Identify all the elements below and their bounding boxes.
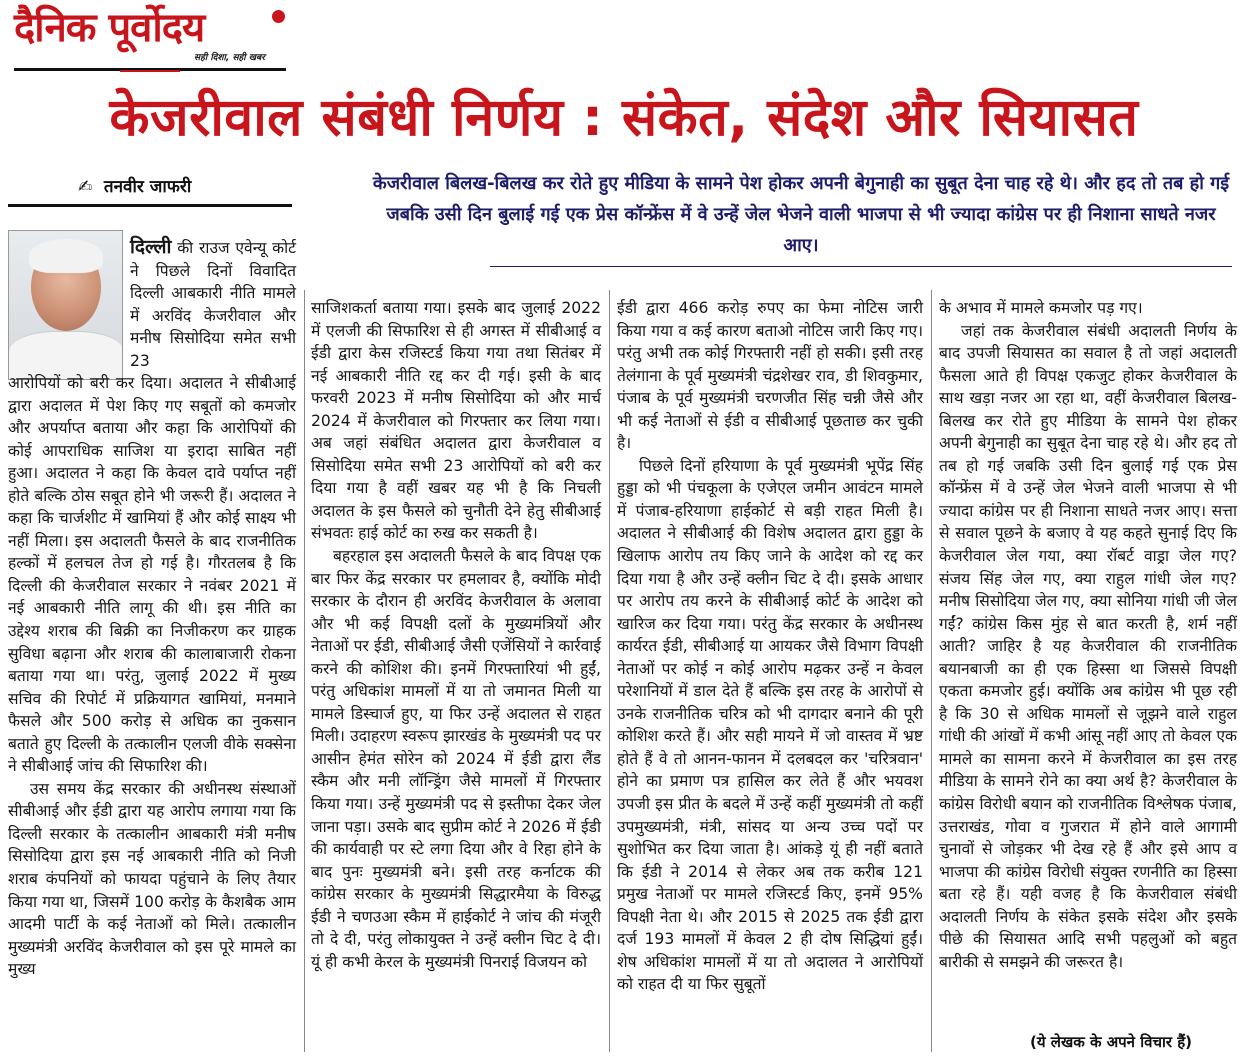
byline: [78, 174, 191, 197]
paragraph: के अभाव में मामले कमजोर पड़ गए।: [939, 299, 1143, 317]
paragraph: पिछले दिनों हरियाणा के पूर्व मुख्यमंत्री भूपेंद्र सिंह हुड्डा को भी पंचकूला के एजेएल जमीन आवंटन मामले में पंजाब-हरियाणा हाईकोर्ट से बड़ी राहत मिली है। अदालत ने सीबीआई की विशेष अदालत द्वारा हुड्डा के खिलाफ आरोप तय किए जाने के आदेश को रद्द कर दिया गया है और उन्हें क्लीन चिट दे दी। इसके आधार पर आरोप तय करने के सीबीआई कोर्ट के आदेश को खारिज कर दिया गया। परंतु केंद्र सरकार के अधीनस्थ कार्यरत ईडी, सीबीआई या आयकर जैसे विभाग विपक्षी नेताओं पर कोई न कोई आरोप मढ़कर उन्हें न केवल परेशानियों में डाल देते हैं बल्कि इस तरह के आरोपों से उनके राजनीतिक चरित्र को भी दागदार बनाने की पूरी कोशिश करते हैं। और सही मायने में जो वास्तव में भ्रष्ट होते हैं वे तो आनन-फानन में दलबदल कर 'चरित्रवान' होने का प्रमाण पत्र हासिल कर लेते हैं और भयवश उपजी इस प्रीत के बदले में उन्हें कहीं मुख्यमंत्री तो कहीं उपमुख्यमंत्री, मंत्री, सांसद या अन्य उच्च पदों पर सुशोभित कर दिया जाता है। आंकड़े यूं ही नहीं बताते कि ईडी ने 2014 से लेकर अब तक करीब 121 प्रमुख नेताओं पर मामले रजिस्टर्ड किए, इनमें 95% विपक्षी नेता थे। और 2015 से 2025 तक ईडी द्वारा दर्ज 193 मामलों में केवल 2 ही दोष सिद्धियां हुईं। शेष अधिकांश मामलों में या तो अदालत ने आरोपियों को राहत दी या फिर सुबूतों: [617, 456, 923, 994]
paragraph: साजिशकर्ता बताया गया। इसके बाद जुलाई 2022 में एलजी की सिफारिश से ही अगस्त में सीबीआई व ईडी द्वारा केस रजिस्टर्ड किया गया तथा सितंबर में नई आबकारी नीति रद्द कर दी गई। इसी के बाद फरवरी 2023 में मनीष सिसोदिया को और मार्च 2024 में केजरीवाल को गिरफ्तार कर लिया गया। अब जहां संबंधित अदालत द्वारा केजरीवाल व सिसोदिया समेत सभी 23 आरोपियों को बरी कर दिया गया है वहीं खबर यह भी है कि निचली अदालत के इस फैसले को चुनौती देने हेतु सीबीआई संभवतः हाई कोर्ट का रुख कर सकती है।: [311, 299, 601, 543]
column-divider: [609, 290, 610, 1052]
paragraph: ईडी द्वारा 466 करोड़ रुपए का फेमा नोटिस जारी किया गया व कई कारण बताओ नोटिस जारी किए गए। परंतु अभी तक कोई गिरफ्तारी नहीं हो सकी। इसी तरह तेलंगाना के पूर्व मुख्यमंत्री चंद्रशेखर राव, डी शिवकुमार, पंजाब के पूर्व मुख्यमंत्री चरणजीत सिंह चन्नी जैसे और भी कई नेताओं से ईडी व सीबीआई पूछताछ कर चुकी है।: [617, 299, 923, 453]
dateline: दिल्ली: [130, 236, 172, 258]
column-divider: [931, 290, 932, 1052]
masthead-tagline: सही दिशा, सही खबर: [194, 53, 265, 63]
author-disclaimer: (ये लेखक के अपने विचार हैं): [1030, 1033, 1193, 1051]
article-column-1: [8, 372, 296, 981]
byline-rule: [8, 204, 292, 207]
newspaper-logo: दैनिक पूर्वोदय: [14, 5, 205, 51]
pull-quote-rule: [490, 266, 1232, 267]
intro-text: की राउज एवेन्यू कोर्ट ने पिछले दिनों विवादित दिल्ली आबकारी नीति मामले में अरविंद केजरीवाल और मनीष सिसोदिया समेत सभी 23: [130, 239, 296, 370]
masthead: [14, 4, 289, 70]
article-column-3: [617, 297, 923, 996]
author-photo: [8, 230, 123, 380]
author-name: तनवीर जाफरी: [103, 177, 192, 197]
masthead-accent-rule: [120, 70, 180, 72]
logo-dot: [272, 10, 285, 23]
article-intro: [130, 236, 296, 372]
paragraph: आरोपियों को बरी कर दिया। अदालत ने सीबीआई द्वारा अदालत में पेश किए गए सबूतों को कमजोर और अपर्याप्त बताया और कहा कि आरोपियों की कोई आपराधिक साजिश या इरादा साबित नहीं हुआ। अदालत ने कहा कि केवल दावे पर्याप्त नहीं होते बल्कि ठोस सबूत होने भी जरूरी हैं। अदालत ने कहा कि चार्जशीट में खामियां हैं और कोई साक्ष्य भी नहीं मिला। इस अदालती फैसले के बाद राजनीतिक हल्कों में हलचल तेज हो गई है। गौरतलब है कि दिल्ली की केजरीवाल सरकार ने नवंबर 2021 में नई आबकारी नीति लागू की थी। इस नीति का उद्देश्य शराब की बिक्री का निजीकरण कर ग्राहक सुविधा बढ़ाना और शराब की कालाबाजारी रोकना बताया गया था। परंतु, जुलाई 2022 में मुख्य सचिव की रिपोर्ट में प्रक्रियागत खामियां, मनमाने फैसले और 500 करोड़ से अधिक का नुकसान बताते हुए दिल्ली के तत्कालीन एलजी वीके सक्सेना ने सीबीआई जांच की सिफारिश की।: [8, 374, 296, 776]
pull-quote: केजरीवाल बिलख-बिलख कर रोते हुए मीडिया के सामने पेश होकर अपनी बेगुनाही का सुबूत देना चाह रहे थे। और हद तो तब हो गई जबकि उसी दिन बुलाई गई एक प्रेस कॉन्फ्रेंस में वे उन्हें जेल भेजने वाली भाजपा से भी ज्यादा कांग्रेस पर ही निशाना साधते नजर आए।: [372, 173, 1230, 256]
photo-hair: [29, 239, 103, 273]
paragraph: बहरहाल इस अदालती फैसले के बाद विपक्ष एक बार फिर केंद्र सरकार पर हमलावर है, क्योंकि मोदी सरकार के दौरान ही अरविंद केजरीवाल के अलावा और भी कई विपक्षी दलों के मुख्यमंत्रियों और नेताओं पर ईडी, सीबीआई जैसी एजेंसियों ने कार्रवाई करने की कोशिश की। इनमें गिरफ्तारियां भी हुईं, परंतु अधिकांश मामलों में या तो जमानत मिली या मामले डिस्चार्ज हुए, या फिर उन्हें अदालत से राहत मिली। उदाहरण स्वरूप झारखंड के मुख्यमंत्री पद पर आसीन हेमंत सोरेन को 2024 में ईडी द्वारा लैंड स्कैम और मनी लॉन्ड्रिंग जैसे मामलों में गिरफ्तार किया गया। उन्हें मुख्यमंत्री पद से इस्तीफा देकर जेल जाना पड़ा। उसके बाद सुप्रीम कोर्ट ने 2026 में ईडी की कार्यवाही पर स्टे लगा दिया और वे रिहा होने के बाद पुनः मुख्यमंत्री बने। इसी तरह कर्नाटक की कांग्रेस सरकार के मुख्यमंत्री सिद्धारमैया के विरुद्ध ईडी ने चणउआ स्कैम में हाईकोर्ट ने जांच की मंजूरी तो दे दी, परंतु लोकायुक्त ने उन्हें क्लीन चिट दे दी। यूं ही कभी केरल के मुख्यमंत्री पिनराई विजयन को: [311, 547, 601, 971]
paragraph: उस समय केंद्र सरकार की अधीनस्थ संस्थाओं सीबीआई और ईडी द्वारा यह आरोप लगाया गया कि दिल्ली सरकार के तत्कालीन आबकारी मंत्री मनीष सिसोदिया द्वारा इस नई आबकारी नीति को निजी शराब कंपनियों को फायदा पहुंचाने के लिए तैयार किया गया था, जिसमें 100 करोड़ के कैशबैक आम आदमी पार्टी के कई नेताओं को मिले। तत्कालीन मुख्यमंत्री अरविंद केजरीवाल को इस पूरे मामले का मुख्य: [8, 779, 296, 979]
column-divider: [304, 290, 305, 1052]
paragraph: जहां तक केजरीवाल संबंधी अदालती निर्णय के बाद उपजी सियासत का सवाल है तो जहां अदालती फैसला आते ही विपक्ष एकजुट होकर केजरीवाल के साथ खड़ा नजर आ रहा था, वहीं केजरीवाल बिलख-बिलख कर रोते हुए मीडिया के सामने पेश होकर अपनी बेगुनाही का सुबूत देना चाह रहे थे। और हद तो तब हो गई जबकि उसी दिन बुलाई गई एक प्रेस कॉन्फ्रेंस में वे उन्हें जेल भेजने वाली भाजपा से भी ज्यादा कांग्रेस पर ही निशाना साधते नजर आए। सत्ता से सवाल पूछने के बजाए वे यह कहते सुनाई दिए कि केजरीवाल जेल गया, क्या रॉबर्ट वाड्रा जेल गए? संजय सिंह जेल गए, क्या राहुल गांधी जेल गए? मनीष सिसोदिया जेल गए, क्या सोनिया गांधी जी जेल गईं? कांग्रेस किस मुंह से बात करती है, शर्म नहीं आती? जाहिर है यह केजरीवाल की राजनीतिक बयानबाजी का ही एक हिस्सा था जिससे विपक्षी एकता कमजोर हुई। क्योंकि अब कांग्रेस भी पूछ रही है कि 30 से अधिक मामलों से जूझने वाले राहुल गांधी की आंखों में कभी आंसू नहीं आए तो केवल एक मामले का सामना करने में केजरीवाल का इस तरह मीडिया के सामने रोने का क्या अर्थ है? केजरीवाल के कांग्रेस विरोधी बयान को राजनीतिक विश्लेषक पंजाब, उत्तराखंड, गोवा व गुजरात में होने वाले आगामी चुनावों से जोड़कर भी देख रहे हैं और इसे आप व भाजपा की कांग्रेस विरोधी संयुक्त रणनीति का हिस्सा बता रहे हैं। यही वजह है कि केजरीवाल संबंधी अदालती निर्णय के संकेत इसके संदेश और इसके पीछे की सियासत आदि सभी पहलुओं को बहुत बारीकी से समझने की जरूरत है।: [939, 321, 1237, 971]
pen-icon: ✍: [78, 177, 93, 197]
article-column-4: [939, 297, 1237, 973]
article-column-2: [311, 297, 601, 973]
article-headline: केजरीवाल संबंधी निर्णय : संकेत, संदेश और सियासत: [109, 88, 1139, 148]
